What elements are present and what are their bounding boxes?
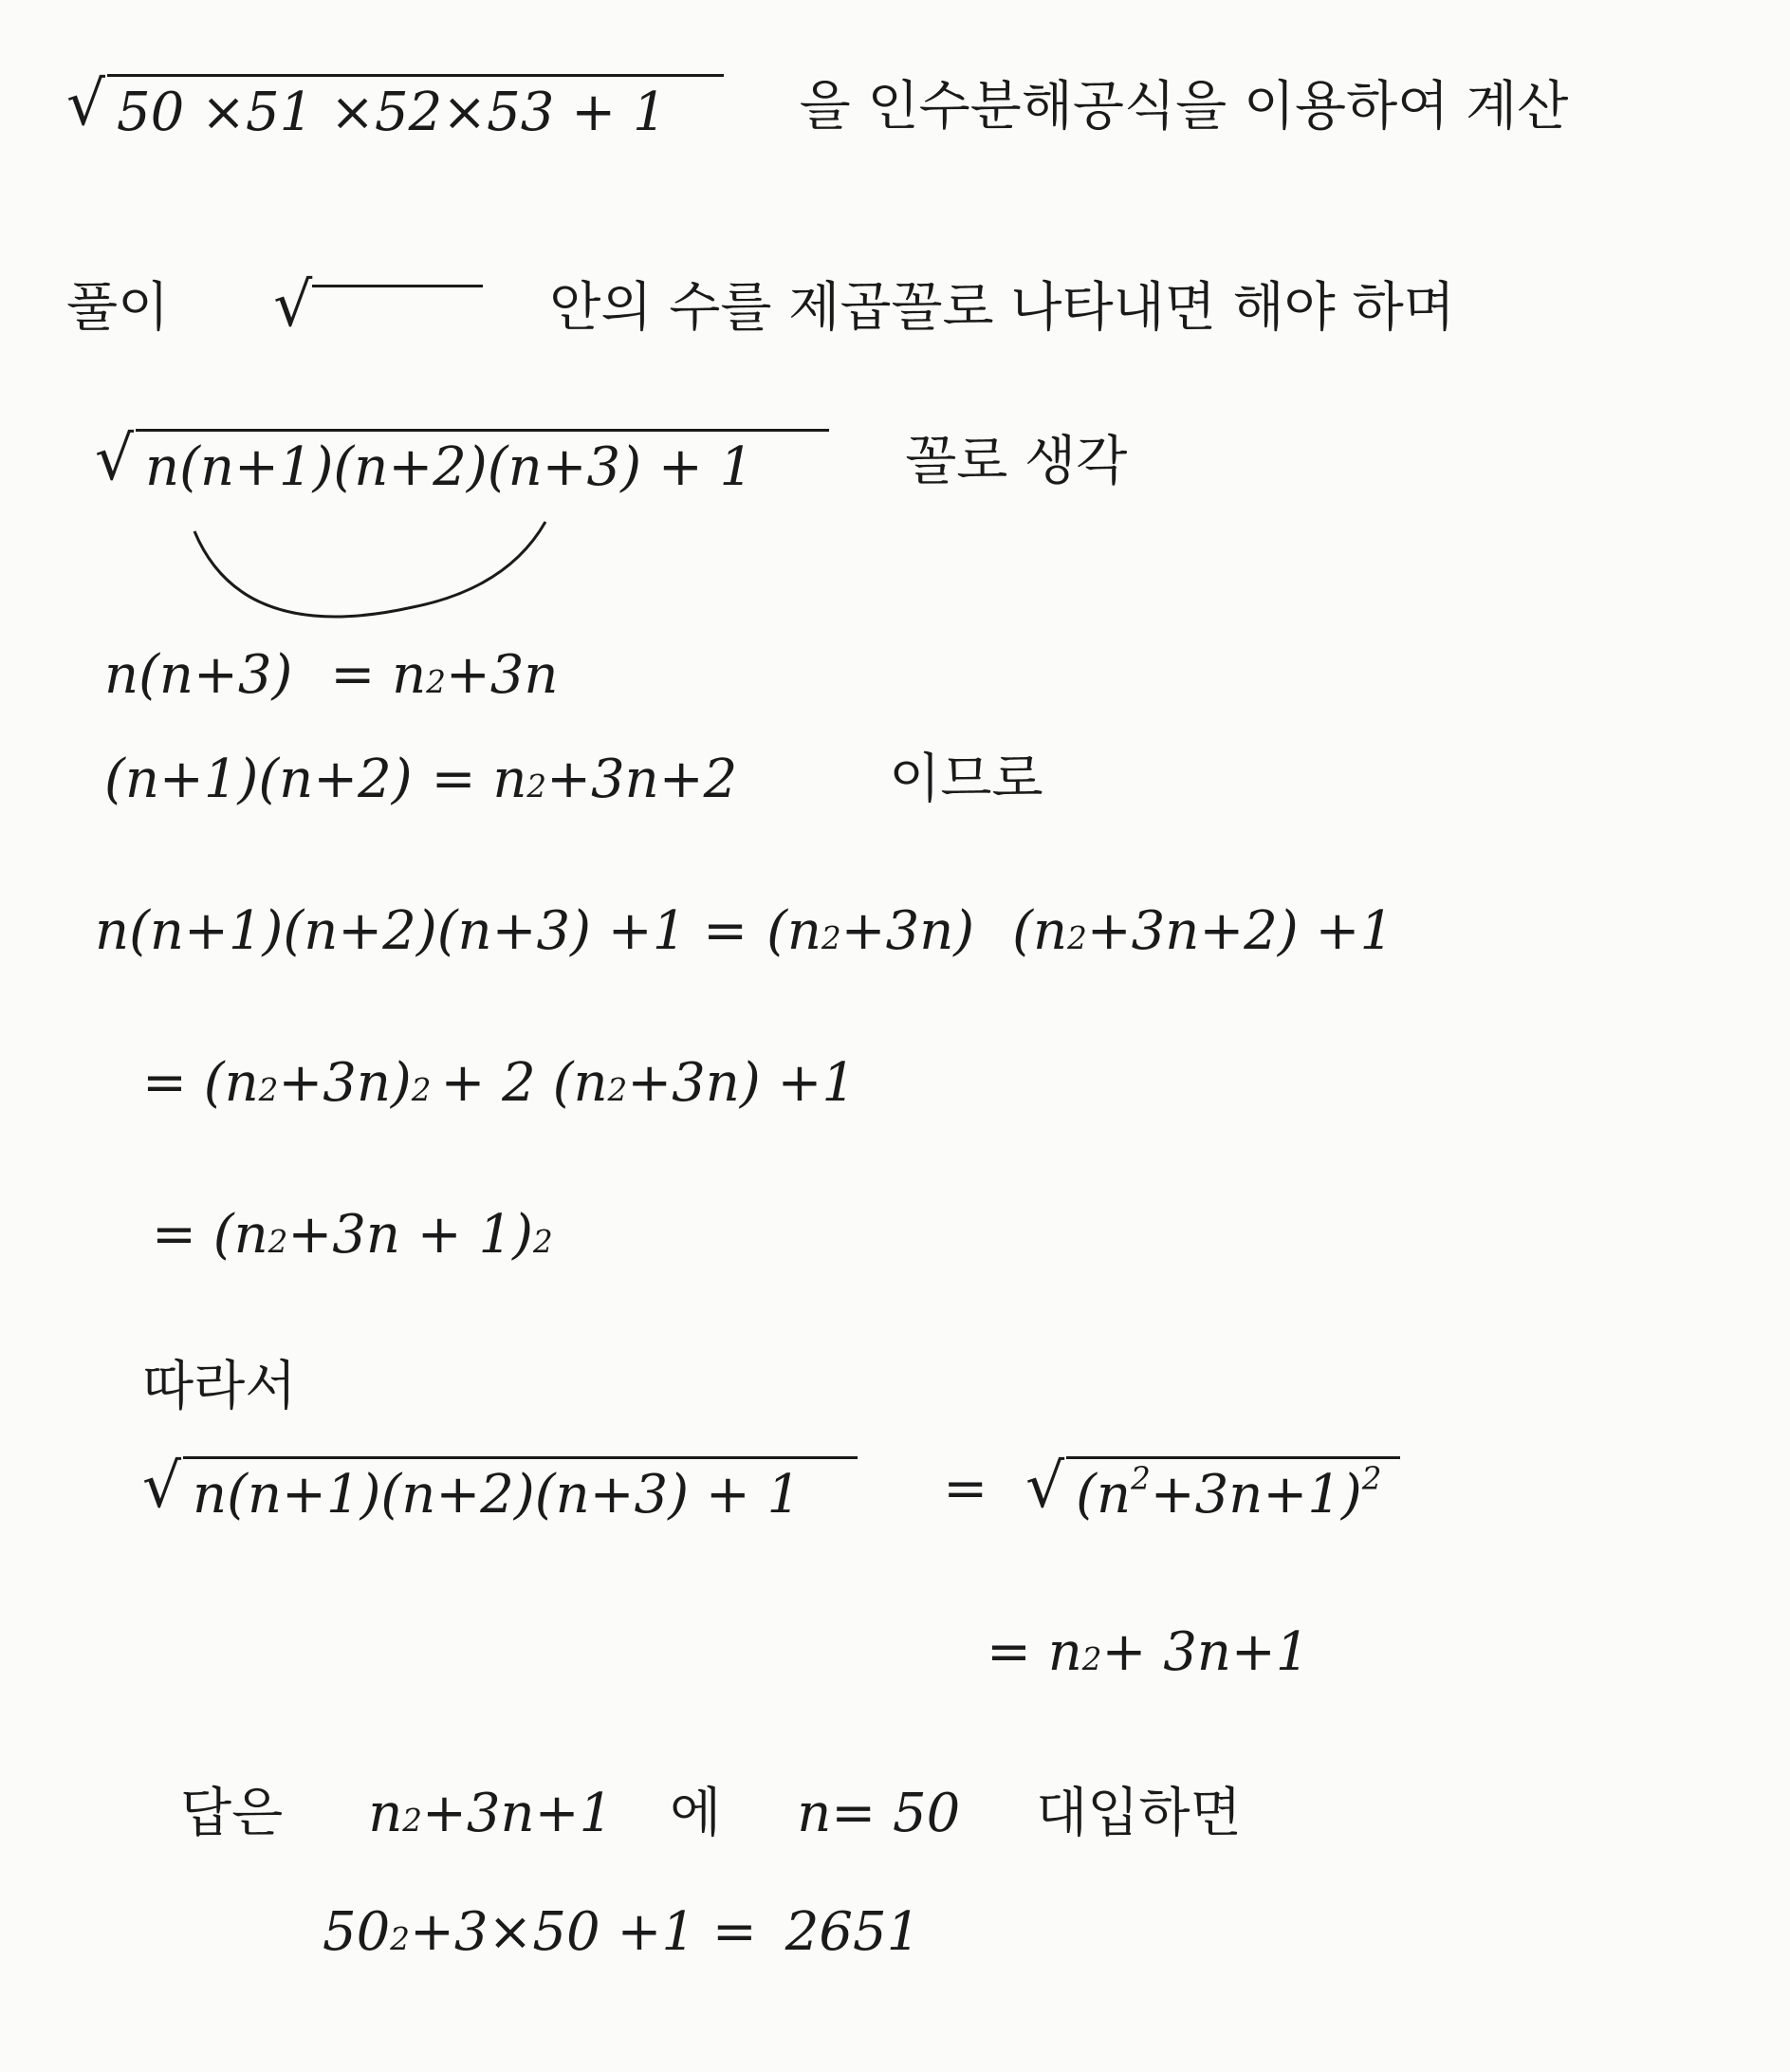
final-rhs-exp-1: 2 — [1131, 1460, 1151, 1497]
result-a: = n — [987, 1621, 1082, 1683]
problem-radicand: 50 ×51 ×52×53 + 1 — [107, 74, 724, 143]
answer-mid: 에 — [670, 1783, 722, 1844]
problem-radical — [66, 68, 724, 143]
pair2-rhs-b: +3n+2 — [546, 749, 738, 810]
step1-radical — [95, 423, 829, 498]
answer-tail: 대입하면 — [1036, 1783, 1242, 1844]
calc-result: 2651 — [784, 1901, 921, 1963]
final-rhs — [1066, 1456, 1400, 1526]
answer-sub: n= 50 — [797, 1783, 961, 1844]
expand-rhs-d: +3n+2) +1 — [1086, 900, 1394, 962]
radical-sign-icon: √ — [273, 269, 313, 341]
eq3-line: = (n 2 +3n + 1) 2 — [152, 1204, 553, 1266]
eq2-a: = (n — [142, 1052, 259, 1114]
answer-label: 답은 — [180, 1783, 284, 1844]
pair2-rhs-a: = n — [431, 749, 527, 810]
pair2-line: (n+1)(n+2) = n 2 +3n+2 이므로 — [104, 749, 1043, 810]
final-rhs-exp-2: 2 — [1361, 1460, 1382, 1497]
eq2-d: +3n) +1 — [627, 1052, 857, 1114]
calc-line: 50 2 +3×50 +1 = 2651 — [323, 1901, 921, 1963]
pairing-arc-icon — [185, 512, 583, 626]
final-line — [142, 1451, 1400, 1526]
final-rhs-a: (n — [1076, 1464, 1132, 1526]
eq3-a: = (n — [152, 1204, 268, 1266]
empty-radical — [273, 269, 483, 341]
radical-sign-icon: √ — [1025, 1451, 1065, 1522]
answer-line: 답은 n 2 +3n+1 에 n= 50 대입하면 — [180, 1783, 1242, 1844]
final-rhs-radical — [1025, 1451, 1400, 1526]
solution-text: 안의 수를 제곱꼴로 나타내면 해야 하며 — [549, 277, 1455, 339]
eq2-c: + 2 (n — [440, 1052, 608, 1114]
expand-lhs: n(n+1)(n+2)(n+3) +1 = — [95, 900, 748, 962]
expand-line: n(n+1)(n+2)(n+3) +1 = (n 2 +3n) (n 2 +3n+2) +1 — [95, 900, 1394, 962]
radical-sign-icon: √ — [95, 423, 135, 494]
final-eq: = — [943, 1458, 988, 1520]
pair1-lhs: n(n+3) — [104, 644, 293, 706]
radical-sign-icon: √ — [66, 68, 106, 139]
therefore-line — [142, 1357, 296, 1417]
answer-expr-b: +3n+1 — [421, 1783, 614, 1844]
expand-rhs-c: (n — [1012, 900, 1068, 962]
step1-note: 꼴로 생각 — [905, 431, 1128, 492]
pair1-rhs-a: = n — [330, 644, 427, 706]
eq3-b: +3n + 1) — [287, 1204, 533, 1266]
problem-instruction: 을 인수분해공식을 이용하여 계산 — [799, 76, 1569, 138]
calc-b: +3×50 +1 = — [409, 1901, 757, 1963]
result-line: = n 2 + 3n+1 — [987, 1621, 1310, 1683]
step1-radicand: n(n+1)(n+2)(n+3) + 1 — [136, 429, 829, 498]
radical-sign-icon: √ — [142, 1451, 182, 1522]
pair1-rhs-b: +3n — [445, 644, 559, 706]
calc-a: 50 — [323, 1901, 391, 1963]
final-lhs-radical — [142, 1451, 858, 1526]
eq2-b: +3n) — [278, 1052, 412, 1114]
answer-expr-a: n — [368, 1783, 403, 1844]
pair2-lhs: (n+1)(n+2) — [104, 749, 413, 810]
expand-rhs-a: (n — [766, 900, 821, 962]
solution-label: 풀이 — [66, 277, 170, 339]
result-b: + 3n+1 — [1101, 1621, 1310, 1683]
final-lhs: n(n+1)(n+2)(n+3) + 1 — [183, 1456, 858, 1526]
final-rhs-b: +3n+1) — [1150, 1464, 1362, 1526]
solution-intro-line — [66, 269, 1455, 341]
pair2-note: 이므로 — [889, 749, 1043, 810]
expand-rhs-b: +3n) — [840, 900, 975, 962]
problem-line — [66, 68, 1569, 143]
eq2-line: = (n 2 +3n) 2 + 2 (n 2 +3n) +1 — [142, 1052, 857, 1114]
therefore-label: 따라서 — [142, 1356, 297, 1417]
step1-line — [95, 423, 1128, 498]
pair1-line: n(n+3) = n 2 +3n — [104, 644, 559, 706]
